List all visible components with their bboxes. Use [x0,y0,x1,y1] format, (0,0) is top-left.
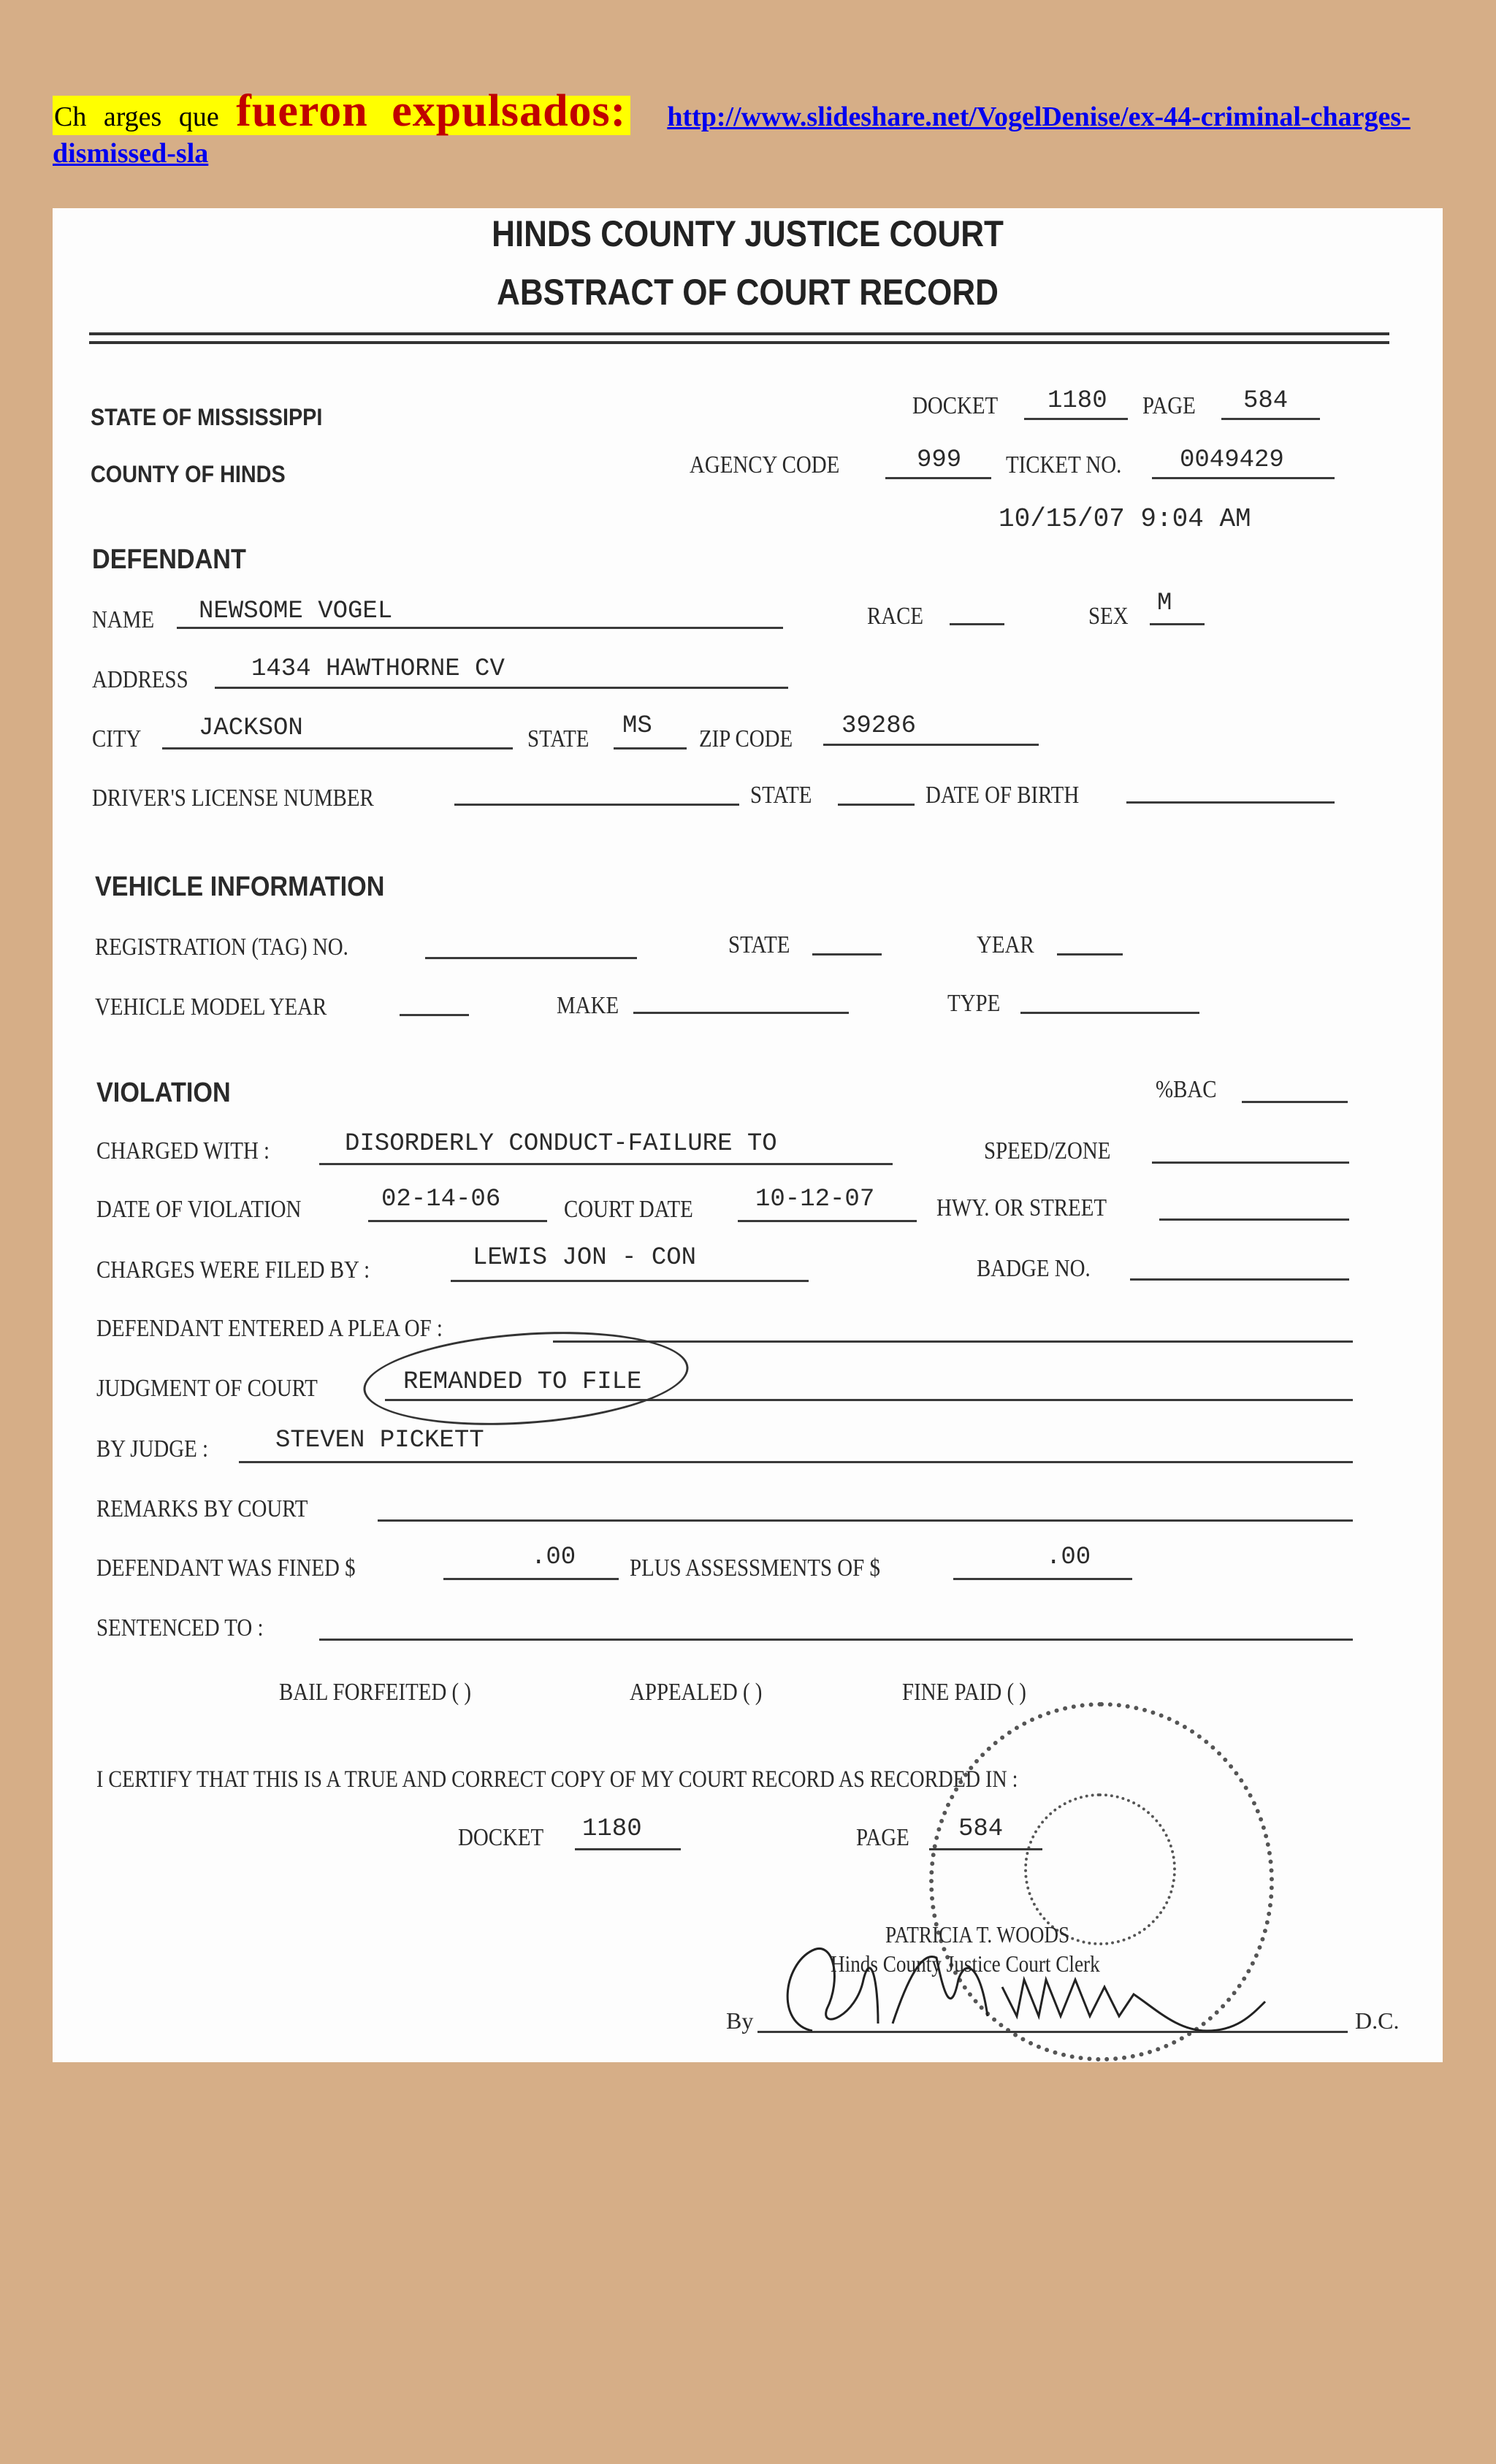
agency-code-label: AGENCY CODE [690,451,840,478]
fined-value: .00 [531,1544,576,1571]
state-label: STATE OF MISSISSIPPI [91,404,323,430]
assessments-value: .00 [1046,1544,1091,1571]
address-label: ADDRESS [92,666,188,693]
bac-label: %BAC [1156,1076,1217,1103]
fined-label: DEFENDANT WAS FINED $ [96,1555,356,1582]
zip-label: ZIP CODE [699,725,793,752]
header-rule [89,332,1389,335]
assessments-label: PLUS ASSESSMENTS OF $ [630,1555,880,1582]
date-of-violation-value: 02-14-06 [381,1186,501,1213]
name-label: NAME [92,606,155,633]
judgment-value: REMANDED TO FILE [403,1368,642,1396]
agency-code-value: 999 [917,446,962,474]
filed-by-value: LEWIS JON - CON [473,1244,697,1272]
make-label: MAKE [557,992,619,1019]
clerk-title: Hinds County Justice Court Clerk [831,1950,1100,1977]
charged-with-value: DISORDERLY CONDUCT-FAILURE TO [345,1130,777,1158]
date-of-violation-label: DATE OF VIOLATION [96,1196,302,1223]
court-date-label: COURT DATE [564,1196,693,1223]
zip-value: 39286 [842,712,917,740]
record-timestamp: 10/15/07 9:04 AM [999,504,1251,534]
badge-no-label: BADGE NO. [977,1255,1091,1282]
certification-text: I CERTIFY THAT THIS IS A TRUE AND CORRECT COPY OF MY COURT RECORD AS RECORDED IN : [96,1766,1018,1793]
clerk-signature [768,1936,1294,2053]
violation-section-title: VIOLATION [96,1077,231,1108]
bail-forfeited-checkbox: BAIL FORFEITED ( ) [279,1679,472,1706]
court-date-value: 10-12-07 [755,1186,875,1213]
sex-label: SEX [1088,603,1129,630]
judge-label: BY JUDGE : [96,1435,209,1462]
vehicle-year-label: YEAR [977,931,1034,958]
cert-page-label: PAGE [856,1824,909,1851]
page-value: 584 [1243,387,1289,415]
sentenced-label: SENTENCED TO : [96,1614,264,1641]
city-label: CITY [92,725,142,752]
vehicle-section-title: VEHICLE INFORMATION [95,871,385,902]
document-subtitle: ABSTRACT OF COURT RECORD [497,272,999,313]
caption-lead: Ch arges que [54,102,219,132]
judge-value: STEVEN PICKETT [275,1427,484,1454]
cert-docket-value: 1180 [582,1815,642,1843]
docket-value: 1180 [1047,387,1107,415]
source-link-continued[interactable]: dismissed-sla [53,138,209,169]
dc-label: D.C. [1355,2007,1400,2034]
docket-label: DOCKET [912,392,999,419]
judgment-label: JUDGMENT OF COURT [96,1375,318,1402]
type-label: TYPE [947,990,1001,1017]
charged-with-label: CHARGED WITH : [96,1137,270,1164]
name-value: NEWSOME VOGEL [199,598,393,625]
ticket-no-label: TICKET NO. [1006,451,1122,478]
cert-docket-label: DOCKET [458,1824,544,1851]
drivers-license-label: DRIVER'S LICENSE NUMBER [92,785,374,812]
by-label: By [726,2007,754,2034]
appealed-checkbox: APPEALED ( ) [630,1679,763,1706]
hwy-street-label: HWY. OR STREET [936,1194,1107,1221]
city-state-value: MS [622,712,652,740]
model-year-label: VEHICLE MODEL YEAR [95,993,327,1021]
plea-label: DEFENDANT ENTERED A PLEA OF : [96,1315,443,1342]
source-link[interactable]: http://www.slideshare.net/VogelDenise/ex-44-criminal-charges- [667,102,1411,132]
caption [53,86,1444,169]
clerk-name: PATRICIA T. WOODS [885,1921,1070,1948]
vehicle-state-label: STATE [728,931,790,958]
address-value: 1434 HAWTHORNE CV [251,655,505,683]
remarks-label: REMARKS BY COURT [96,1495,308,1522]
dob-label: DATE OF BIRTH [926,782,1080,809]
cert-page-value: 584 [958,1815,1004,1843]
defendant-section-title: DEFENDANT [92,544,246,575]
dl-state-label: STATE [750,782,812,809]
document-title: HINDS COUNTY JUSTICE COURT [492,213,1004,254]
fine-paid-checkbox: FINE PAID ( ) [902,1679,1026,1706]
registration-label: REGISTRATION (TAG) NO. [95,934,348,961]
city-value: JACKSON [199,714,303,742]
speed-zone-label: SPEED/ZONE [984,1137,1111,1164]
race-label: RACE [867,603,924,630]
city-state-label: STATE [527,725,589,752]
court-record-document [53,208,1443,2062]
caption-highlight: fueron expulsados: [236,86,627,136]
filed-by-label: CHARGES WERE FILED BY : [96,1256,370,1284]
header-rule [89,341,1389,344]
highlight-box [53,86,630,136]
sex-value: M [1157,590,1172,617]
page-label: PAGE [1142,392,1196,419]
county-label: COUNTY OF HINDS [91,461,286,487]
ticket-no-value: 0049429 [1180,446,1284,474]
